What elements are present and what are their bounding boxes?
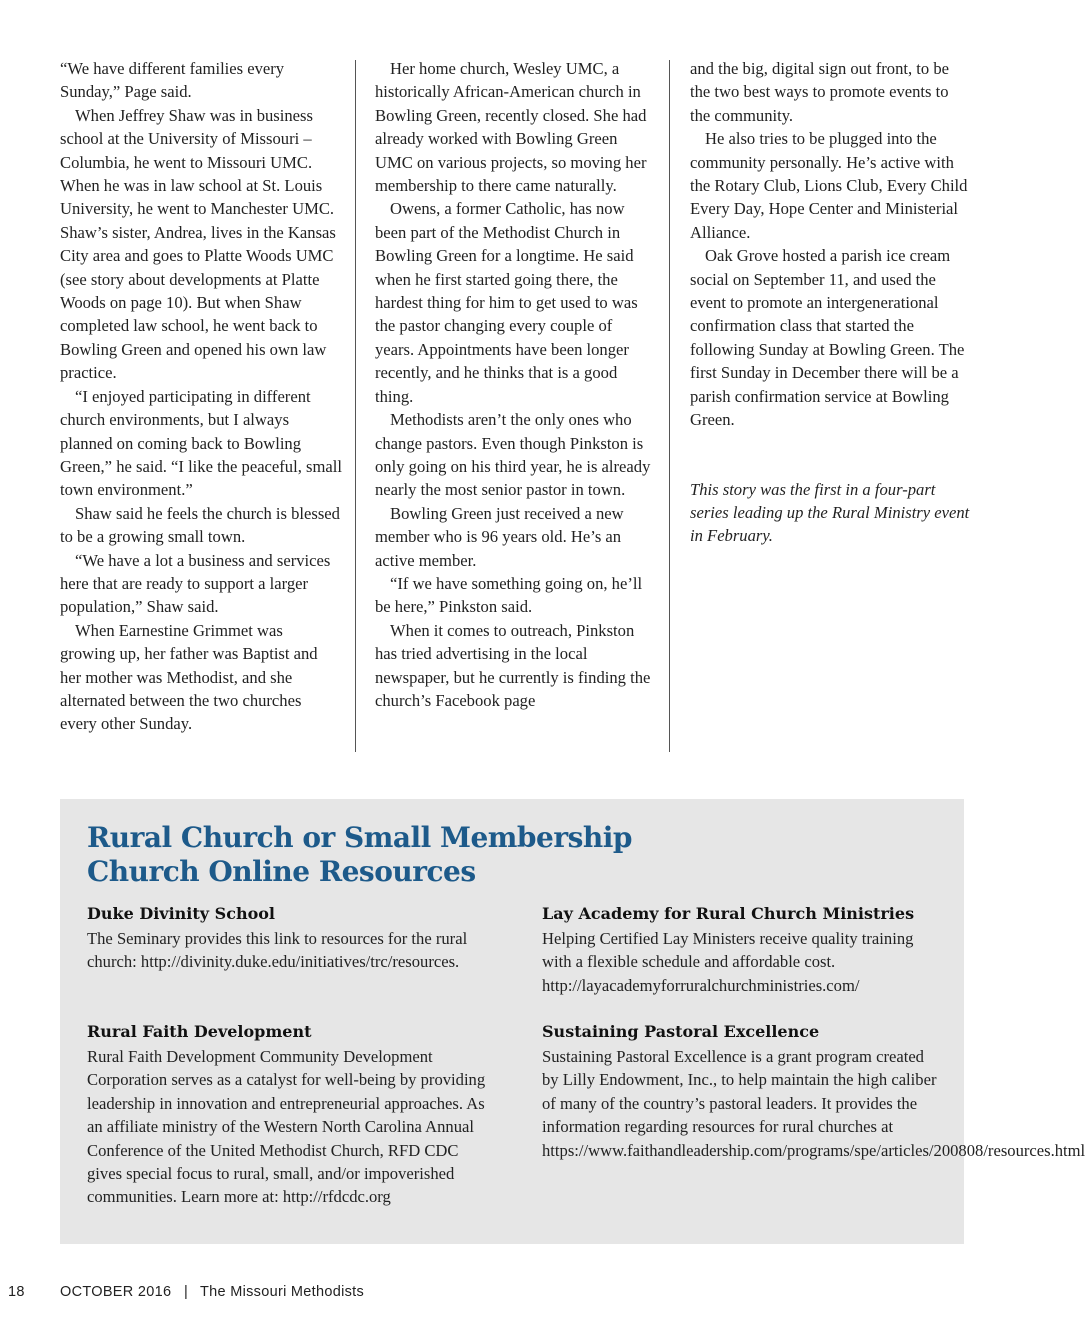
column-divider [355,60,356,752]
paragraph: He also tries to be plugged into the community personally. He’s active with the Rotary Club, Lions Club, Every Child Every Day, Hope Center and Ministerial Alliance. [690,129,968,242]
resource-name: Duke Divinity School [87,904,275,923]
column-divider [669,60,670,752]
resources-sidebar [60,799,1085,1244]
sidebar-title: Rural Church or Small Membership Church Online Resources [87,821,632,888]
paragraph: “We have different families every Sunday,” Page said. [60,59,285,102]
resource-rural-faith-development [87,1021,487,1209]
paragraph: Owens, a former Catholic, has now been part of the Methodist Church in Bowling Green for a longtime. He said when he first started going there, the hardest thing for him to get used to was the pastor changing every couple of years. Appointments have been longer recently, and he thinks that is a good thing. [375,199,638,406]
resource-lay-academy [542,903,942,997]
series-note: This story was the first in a four-part series leading up the Rural Ministry event in February. [690,479,970,546]
publication-name: The Missouri Methodists [200,1284,365,1300]
resource-description: Sustaining Pastoral Excellence is a grant program created by Lilly Endowment, Inc., to help maintain the high caliber of many of the country’s pastoral leaders. It provides the information regarding resources for rural churches at https://www.faithandleadership.com/programs/spe/articles/200808/resources.html [542,1047,1085,1160]
article-column-1 [60,57,342,736]
paragraph: “We have a lot a business and services here that are ready to support a larger population,” Shaw said. [60,550,331,617]
paragraph: When it comes to outreach, Pinkston has tried advertising in the local newspaper, but he currently is finding the church’s Facebook page [375,620,651,710]
resource-sustaining-pastoral-excellence [542,1021,1085,1162]
resource-name: Rural Faith Development [87,1022,312,1041]
paragraph: Oak Grove hosted a parish ice cream social on September 11, and used the event to promote an intergenerational confirmation class that started the following Sunday at Bowling Green. The first Sunday in December there will be a parish confirmation service at Bowling Green. [690,246,965,430]
paragraph: When Jeffrey Shaw was in business school at the University of Missouri – Columbia, he went to Missouri UMC. When he was in law school at St. Louis University, he went to Manchester UMC. Shaw’s sister, Andrea, lives in the Kansas City area and goes to Platte Woods UMC (see story about developments at Platte Woods on page 10). But when Shaw completed law school, he went back to Bowling Green and opened his own law practice. [60,105,336,383]
footer-separator: | [184,1284,189,1300]
paragraph: Her home church, Wesley UMC, a historically African-American church in Bowling Green, recently closed. She had already worked with Bowling Green UMC on various projects, so moving her membership to there came naturally. [375,59,647,196]
resource-description: Rural Faith Development Community Development Corporation serves as a catalyst for well-being by providing leadership in innovation and entrepreneurial approaches. As an affiliate ministry of the Western North Carolina Annual Conference of the United Methodist Church, RFD CDC gives special focus to rural, small, and/or impoverished communities. Learn more at: http://rfdcdc.org [87,1047,486,1207]
article-column-2 [375,57,655,712]
paragraph: “If we have something going on, he’ll be here,” Pinkston said. [375,573,643,617]
paragraph: Methodists aren’t the only ones who change pastors. Even though Pinkston is only going on his third year, he is already nearly the most senior pastor in town. [375,410,651,500]
resource-name: Sustaining Pastoral Excellence [542,1022,820,1041]
paragraph: Bowling Green just received a new member who is 96 years old. He’s an active member. [375,503,624,570]
page-number: 18 [8,1284,25,1300]
article-column-3 [690,57,970,548]
paragraph: and the big, digital sign out front, to be the two best ways to promote events to the community. [690,59,950,125]
resource-description: Helping Certified Lay Ministers receive quality training with a flexible schedule and affordable cost. http://layacademyforruralchurchministries.com/ [542,929,914,995]
issue-date: OCTOBER 2016 [60,1284,172,1300]
resource-description: The Seminary provides this link to resources for the rural church: http://divinity.duke.edu/initiatives/trc/resources. [87,929,468,972]
resource-name: Lay Academy for Rural Church Ministries [542,904,915,923]
paragraph: When Earnestine Grimmet was growing up, her father was Baptist and her mother was Methodist, and she alternated between the two churches every other Sunday. [60,620,318,734]
paragraph: “I enjoyed participating in different church environments, but I always planned on coming back to Bowling Green,” he said. “I like the peaceful, small town environment.” [60,386,342,500]
paragraph: Shaw said he feels the church is blessed to be a growing small town. [60,503,340,547]
resource-duke-divinity [87,903,487,974]
